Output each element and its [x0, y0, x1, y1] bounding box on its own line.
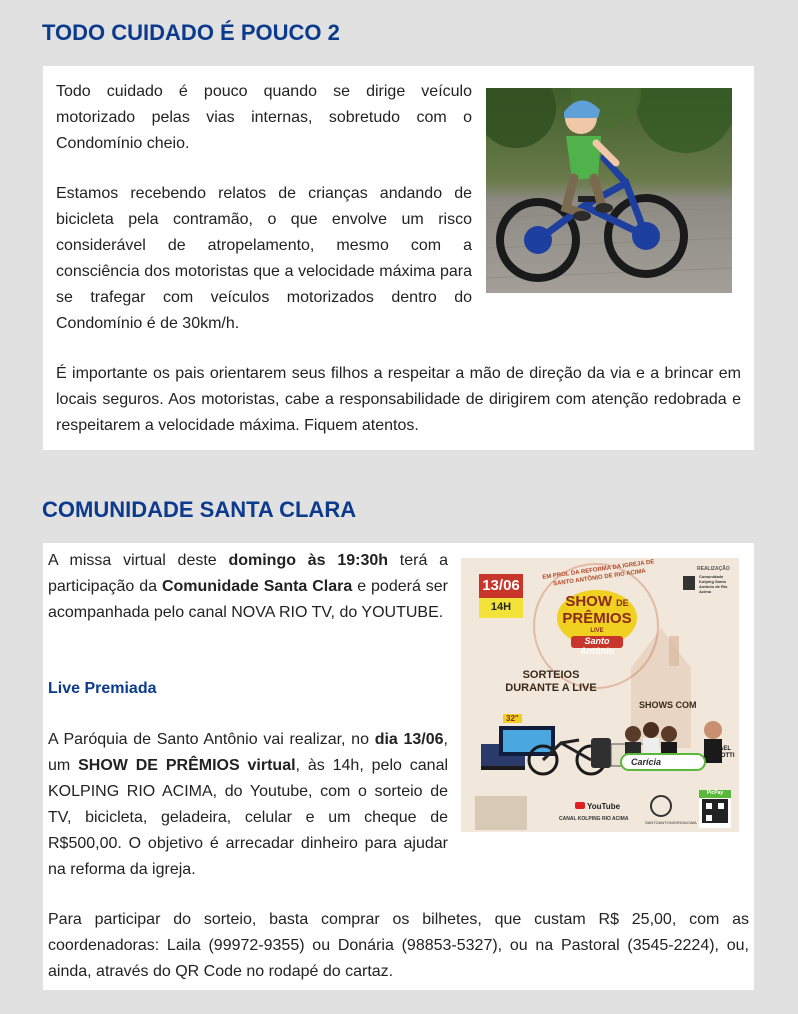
missa-date: domingo às 19:30h — [228, 552, 389, 569]
paragraph-1: Todo cuidado é pouco quando se dirige veículo motorizado pelas vias internas, sobretudo com o Condomínio cheio. — [56, 83, 472, 152]
paragraph-participar: Para participar do sorteio, basta comprar os bilhetes, que custam R$ 25,00, com as coordenadoras: Laila (99972-9355) ou Donária (98853-5327), ou na Pastoral (3545-2224), ou, ainda, através do QR Code no rodapé do cartaz. — [48, 911, 749, 980]
show-de-premios-poster — [461, 558, 739, 832]
poster-kolping-label: Comunidade Kolping Santo Antônio de Rio Acima — [699, 574, 728, 594]
poster-live: LIVE — [590, 628, 604, 634]
poster-de-label: DE — [616, 598, 629, 608]
poster-time: 14H — [490, 601, 512, 613]
poster-sorteios — [491, 669, 611, 695]
missa-text-2: terá a participação da — [48, 552, 449, 595]
child-bicycle-photo — [486, 88, 732, 293]
poster-realizacao: REALIZAÇÃO — [697, 566, 730, 572]
missa-text-1: A missa virtual deste — [48, 552, 229, 569]
show-name: SHOW DE PRÊMIOS virtual — [78, 757, 296, 774]
article-card-santa-clara — [43, 543, 754, 990]
section-title-todo-cuidado: TODO CUIDADO É POUCO 2 — [42, 20, 340, 45]
poster-canal: CANAL KOLPING RIO ACIMA — [559, 816, 629, 822]
poster-premios-label: PRÊMIOS — [562, 610, 632, 627]
section-title-comunidade-santa-clara: COMUNIDADE SANTA CLARA — [42, 497, 357, 522]
paragraph-2: Estamos recebendo relatos de crianças andando de bicicleta pela contramão, o que envolve um risco considerável de atropelamento, mesmo com a consciência dos motoristas que a velocidade máxima para se trafegar com veículos motorizados dentro do Condomínio é de 30km/h. — [56, 185, 472, 332]
poster-artist-caricia: Carícia — [631, 757, 662, 767]
poster-santo-antonio: Santo Antônio — [580, 636, 614, 656]
poster-tv-size: 32" — [503, 714, 522, 723]
show-date: dia 13/06 — [374, 731, 444, 748]
show-text-3: , às 14h, pelo canal KOLPING RIO ACIMA, do Youtube, com o sorteio de TV, bicicleta, geladeira, celular e um cheque de R$500,00. O objetivo é arrecadar dinheiro para ajudar na reforma da igreja. — [48, 757, 449, 878]
poster-artist-rafael: RAFAEL MANZOTTI — [703, 746, 735, 759]
poster-sorteios-line1: SORTEIOS — [522, 669, 580, 681]
poster-picpay: PicPay — [706, 790, 724, 796]
paragraph-missa — [48, 548, 448, 626]
youtube-logo-icon: YouTube — [587, 802, 621, 811]
poster-shows-com: SHOWS COM — [639, 700, 697, 710]
article-card-todo-cuidado — [43, 66, 754, 450]
paragraph-3: É importante os pais orientarem seus filhos a respeitar a mão de direção da via e a brincar em locais seguros. Aos motoristas, cabe a responsabilidade de dirigirem com atenção redobrada e respeitarem a velocidade máxima. Fiquem atentos. — [56, 365, 741, 434]
missa-text-3: e poderá ser acompanhada pelo canal NOVA RIO TV, do YOUTUBE. — [48, 578, 449, 621]
subhead-live-premiada: Live Premiada — [48, 680, 157, 697]
poster-sorteios-line2: DURANTE A LIVE — [505, 682, 597, 694]
poster-instagram: SANTOANTONIORIOACIMA — [645, 820, 697, 825]
poster-show — [557, 594, 637, 627]
show-text-1: A Paróquia de Santo Antônio vai realizar, no — [48, 731, 375, 748]
paragraph-show-premios — [48, 727, 448, 883]
missa-community: Comunidade Santa Clara — [161, 578, 353, 595]
poster-arc-text: EM PROL DA REFORMA DA IGREJA DE SANTO ANTÔNIO DE RIO ACIMA — [542, 559, 655, 588]
poster-date: 13/06 — [482, 577, 520, 594]
show-text-2: , um — [48, 731, 448, 774]
poster-show-label: SHOW — [565, 593, 612, 610]
